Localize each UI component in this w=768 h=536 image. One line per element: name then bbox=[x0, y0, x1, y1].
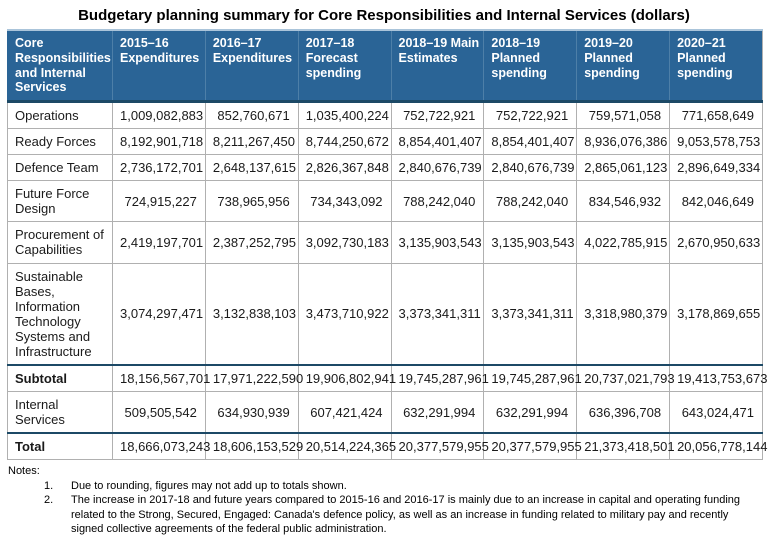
row-label: Procurement of Capabilities bbox=[8, 222, 113, 263]
cell-value: 9,053,578,753 bbox=[670, 129, 763, 155]
cell-value: 632,291,994 bbox=[391, 392, 484, 434]
cell-value: 3,092,730,183 bbox=[298, 222, 391, 263]
cell-value: 724,915,227 bbox=[113, 181, 206, 222]
column-header: 2019–20 Planned spending bbox=[577, 30, 670, 102]
cell-value: 759,571,058 bbox=[577, 102, 670, 129]
table-body bbox=[8, 102, 768, 460]
cell-value: 20,377,579,955 bbox=[391, 433, 484, 460]
cell-value: 634,930,939 bbox=[205, 392, 298, 434]
cell-value: 3,373,341,311 bbox=[391, 263, 484, 365]
cell-value: 834,546,932 bbox=[577, 181, 670, 222]
cell-value: 2,840,676,739 bbox=[484, 155, 577, 181]
cell-value: 3,318,980,379 bbox=[577, 263, 670, 365]
row-label: Ready Forces bbox=[8, 129, 113, 155]
cell-value: 2,387,252,795 bbox=[205, 222, 298, 263]
table-header bbox=[8, 30, 763, 102]
note-number: 2. bbox=[44, 494, 54, 507]
cell-value: 18,606,153,529 bbox=[205, 433, 298, 460]
row-label: Total bbox=[8, 433, 113, 460]
cell-value: 3,178,869,655 bbox=[670, 263, 763, 365]
table-header-row bbox=[8, 30, 763, 102]
cell-value: 788,242,040 bbox=[484, 181, 577, 222]
cell-value: 3,373,341,311 bbox=[484, 263, 577, 365]
row-label: Future Force Design bbox=[8, 181, 113, 222]
cell-value: 4,022,785,915 bbox=[577, 222, 670, 263]
cell-value: 8,936,076,386 bbox=[577, 129, 670, 155]
cell-value: 20,514,224,365 bbox=[298, 433, 391, 460]
column-header: 2020–21 Planned spending bbox=[670, 30, 763, 102]
note-text: Due to rounding, figures may not add up to totals shown. bbox=[71, 480, 347, 493]
table-row bbox=[8, 433, 763, 460]
table-row bbox=[8, 263, 763, 365]
cell-value: 2,670,950,633 bbox=[670, 222, 763, 263]
column-header: 2018–19 Main Estimates bbox=[391, 30, 484, 102]
column-header: 2018–19 Planned spending bbox=[484, 30, 577, 102]
row-label: Internal Services bbox=[8, 392, 113, 434]
cell-value: 643,024,471 bbox=[670, 392, 763, 434]
note-item bbox=[44, 493, 768, 535]
cell-value: 607,421,424 bbox=[298, 392, 391, 434]
cell-value: 2,736,172,701 bbox=[113, 155, 206, 181]
cell-value: 21,373,418,501 bbox=[577, 433, 670, 460]
notes-list bbox=[8, 479, 768, 535]
table-row bbox=[8, 181, 763, 222]
cell-value: 19,745,287,961 bbox=[391, 365, 484, 392]
cell-value: 8,854,401,407 bbox=[484, 129, 577, 155]
note-number: 1. bbox=[44, 480, 54, 493]
cell-value: 3,132,838,103 bbox=[205, 263, 298, 365]
column-header: Core Responsibilities and Internal Services bbox=[8, 30, 113, 102]
column-header: 2017–18 Forecast spending bbox=[298, 30, 391, 102]
cell-value: 17,971,222,590 bbox=[205, 365, 298, 392]
cell-value: 752,722,921 bbox=[391, 102, 484, 129]
cell-value: 20,056,778,144 bbox=[670, 433, 763, 460]
cell-value: 3,135,903,543 bbox=[391, 222, 484, 263]
cell-value: 8,744,250,672 bbox=[298, 129, 391, 155]
cell-value: 1,009,082,883 bbox=[113, 102, 206, 129]
row-label: Subtotal bbox=[8, 365, 113, 392]
cell-value: 852,760,671 bbox=[205, 102, 298, 129]
cell-value: 20,377,579,955 bbox=[484, 433, 577, 460]
cell-value: 738,965,956 bbox=[205, 181, 298, 222]
cell-value: 20,737,021,793 bbox=[577, 365, 670, 392]
cell-value: 1,035,400,224 bbox=[298, 102, 391, 129]
table-row bbox=[8, 392, 763, 434]
cell-value: 771,658,649 bbox=[670, 102, 763, 129]
cell-value: 3,074,297,471 bbox=[113, 263, 206, 365]
cell-value: 8,211,267,450 bbox=[205, 129, 298, 155]
cell-value: 842,046,649 bbox=[670, 181, 763, 222]
budget-table bbox=[7, 29, 768, 460]
cell-value: 2,865,061,123 bbox=[577, 155, 670, 181]
cell-value: 636,396,708 bbox=[577, 392, 670, 434]
cell-value: 18,156,567,701 bbox=[113, 365, 206, 392]
note-item bbox=[44, 479, 768, 493]
cell-value: 19,745,287,961 bbox=[484, 365, 577, 392]
table-row bbox=[8, 155, 763, 181]
cell-value: 18,666,073,243 bbox=[113, 433, 206, 460]
cell-value: 8,192,901,718 bbox=[113, 129, 206, 155]
cell-value: 3,135,903,543 bbox=[484, 222, 577, 263]
cell-value: 8,854,401,407 bbox=[391, 129, 484, 155]
notes-section bbox=[8, 464, 768, 535]
cell-value: 788,242,040 bbox=[391, 181, 484, 222]
table-row bbox=[8, 222, 763, 263]
cell-value: 2,648,137,615 bbox=[205, 155, 298, 181]
cell-value: 2,840,676,739 bbox=[391, 155, 484, 181]
column-header: 2016–17 Expenditures bbox=[205, 30, 298, 102]
notes-heading: Notes: bbox=[8, 465, 40, 478]
cell-value: 734,343,092 bbox=[298, 181, 391, 222]
cell-value: 2,419,197,701 bbox=[113, 222, 206, 263]
cell-value: 2,896,649,334 bbox=[670, 155, 763, 181]
cell-value: 632,291,994 bbox=[484, 392, 577, 434]
row-label: Defence Team bbox=[8, 155, 113, 181]
cell-value: 2,826,367,848 bbox=[298, 155, 391, 181]
cell-value: 3,473,710,922 bbox=[298, 263, 391, 365]
table-row bbox=[8, 365, 763, 392]
column-header: 2015–16 Expenditures bbox=[113, 30, 206, 102]
note-text: The increase in 2017-18 and future years compared to 2015-16 and 2016-17 is mainly due to an increase in capital and operating funding related to the Strong, Secured, Engaged: Canada's defence policy, as well as an increase in funding related to military pay and recently signed collective agreements of the federal public administration. bbox=[71, 494, 740, 535]
table-row bbox=[8, 102, 763, 129]
cell-value: 19,906,802,941 bbox=[298, 365, 391, 392]
table-row bbox=[8, 129, 763, 155]
page-title: Budgetary planning summary for Core Responsibilities and Internal Services (dollars) bbox=[78, 7, 690, 24]
cell-value: 509,505,542 bbox=[113, 392, 206, 434]
row-label: Operations bbox=[8, 102, 113, 129]
cell-value: 752,722,921 bbox=[484, 102, 577, 129]
row-label: Sustainable Bases, Information Technology Systems and Infrastructure bbox=[8, 263, 113, 365]
cell-value: 19,413,753,673 bbox=[670, 365, 763, 392]
